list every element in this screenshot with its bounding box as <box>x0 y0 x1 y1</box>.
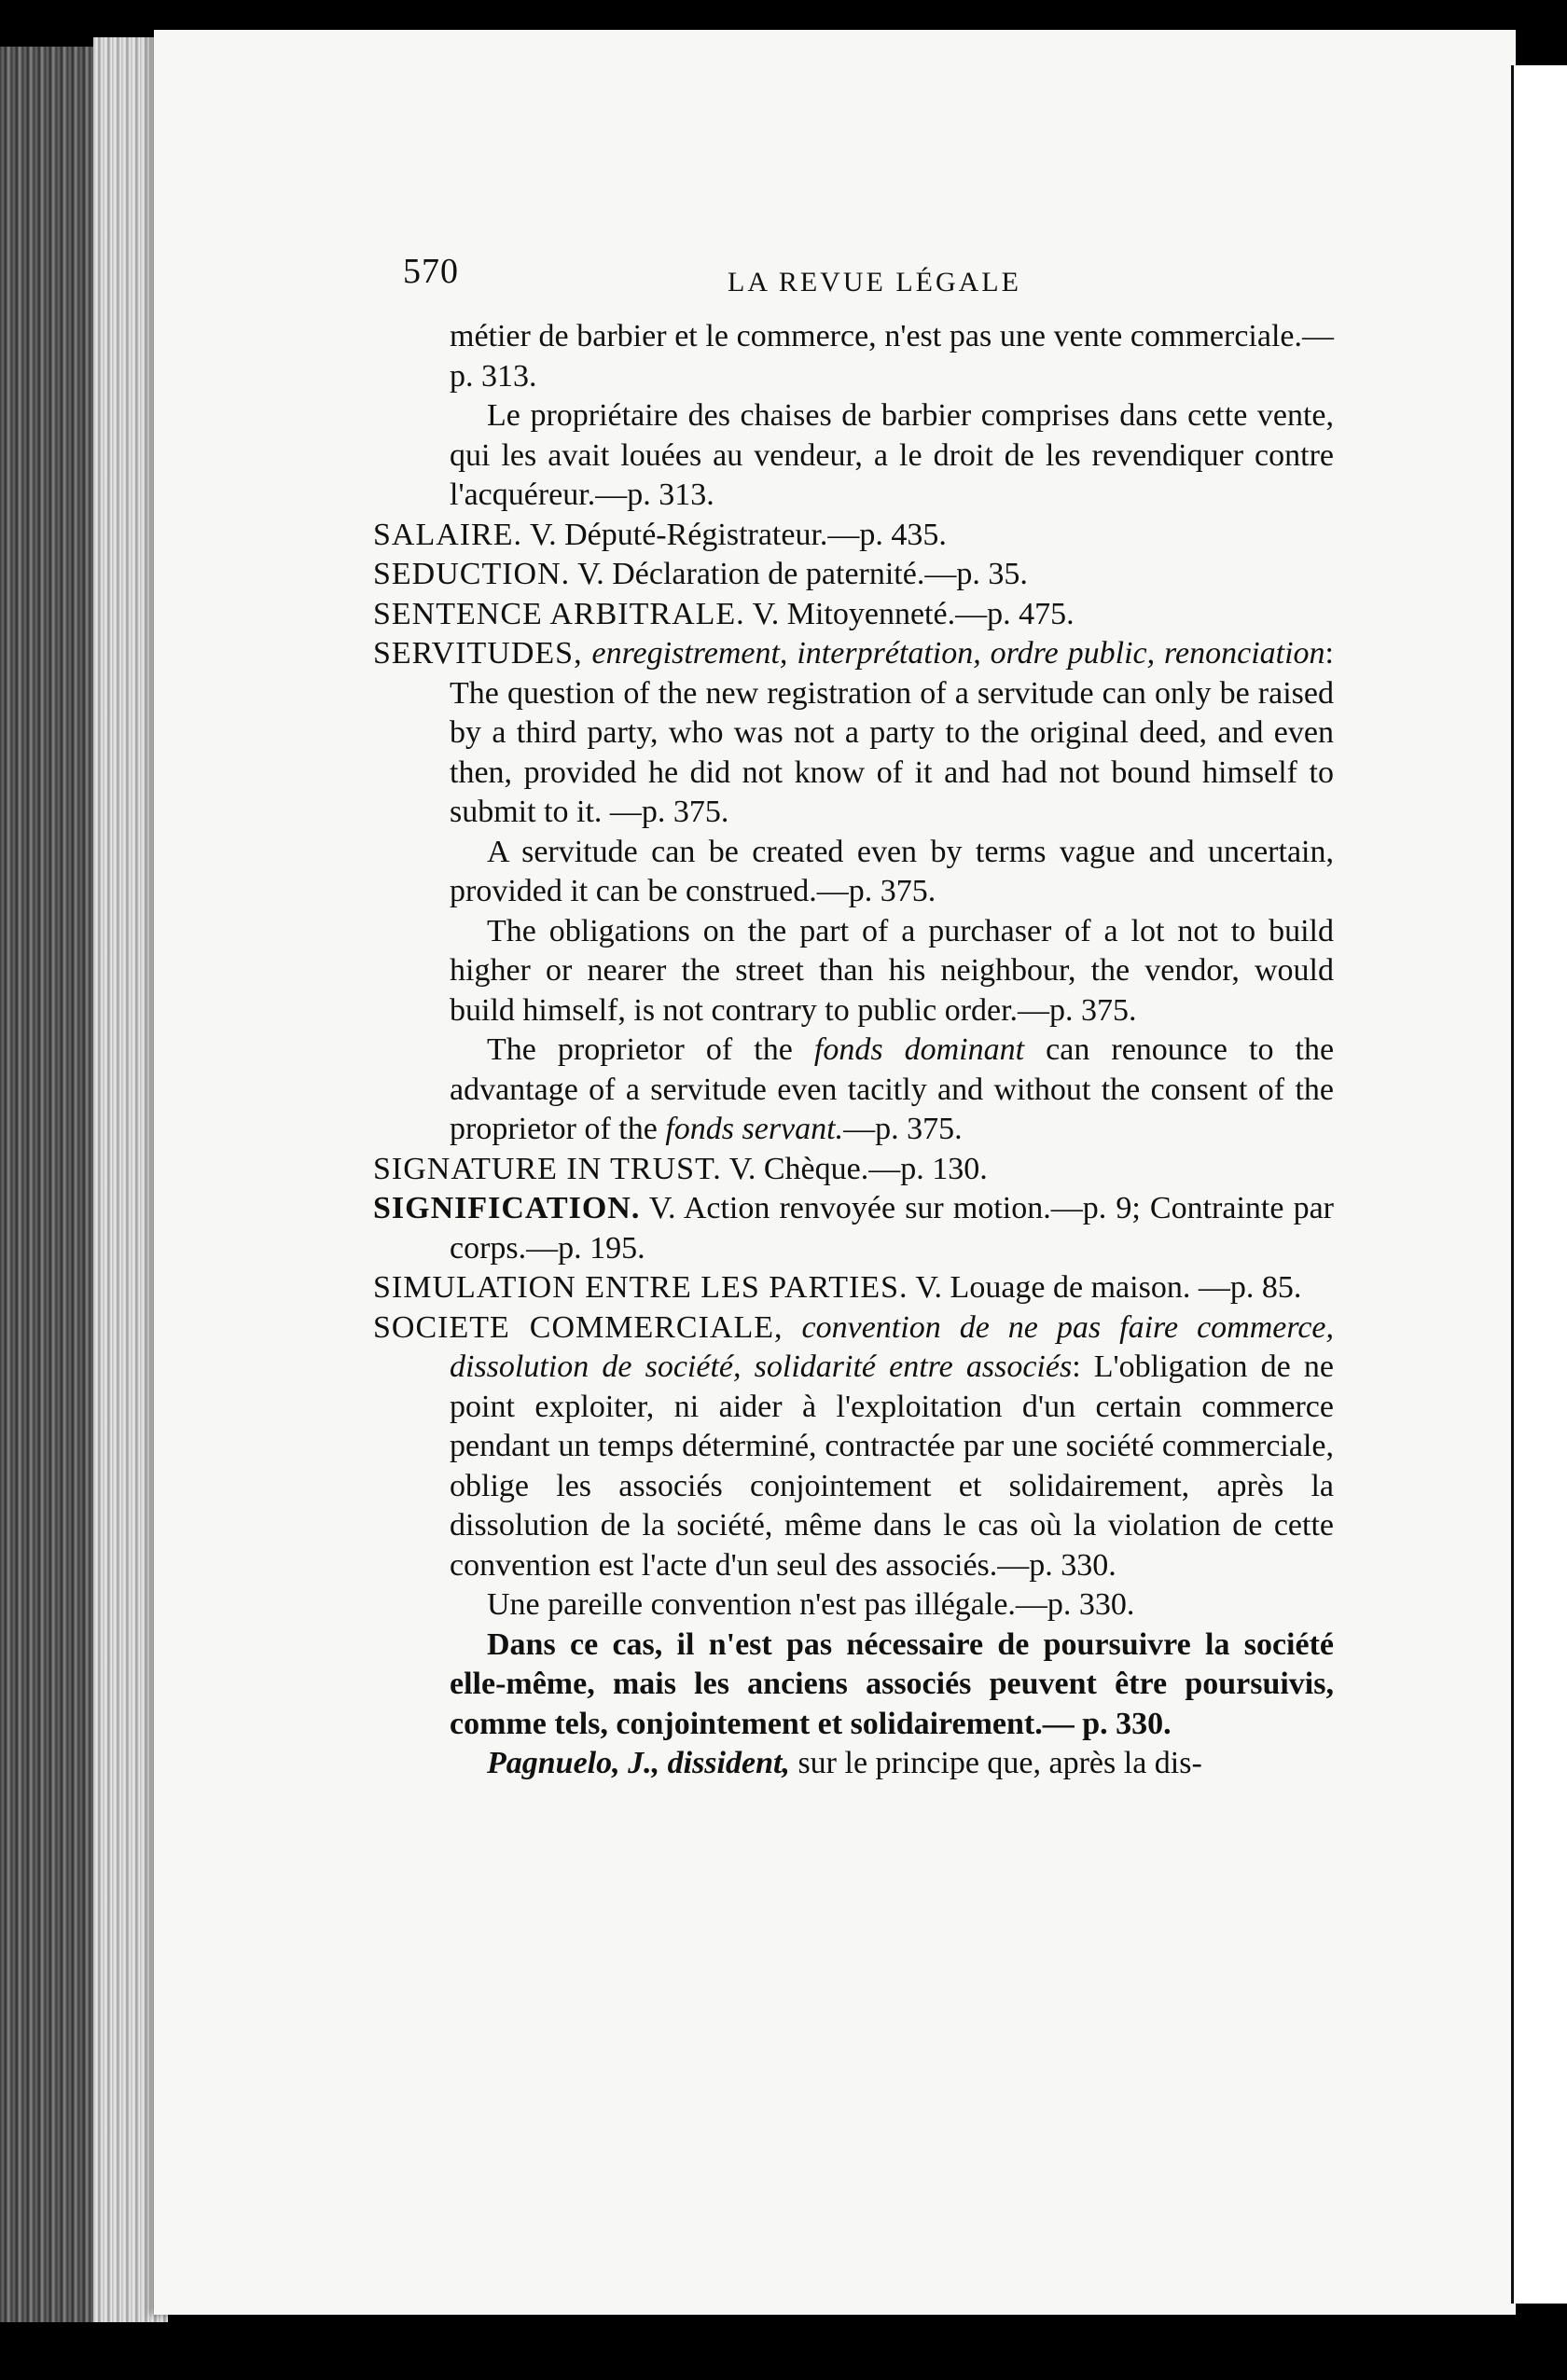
running-head: LA REVUE LÉGALE <box>728 267 1021 298</box>
paragraph: Le propriétaire des chaises de barbier comprises dans cette vente, qui les avait louées au vendeur, a le droit de les revendiquer contre l'acquéreur.—p. 313. <box>450 398 1334 512</box>
entry-text: V. Mitoyenneté.—p. 475. <box>752 596 1075 631</box>
text-block <box>373 252 1334 1784</box>
entry-heading: SEDUCTION. <box>373 557 571 591</box>
page-header <box>373 252 1334 308</box>
entry-text: : The question of the new registration of a servitude can only be raised by a third party, who was not a party to the original deed, and even then, provided he did not know of it and had not bound himself to submit to it. —p. 375. <box>450 636 1334 829</box>
index-entry-salaire <box>373 516 1334 556</box>
paragraph: A servitude can be created even by terms vague and uncertain, provided it can be construed.—p. 375. <box>450 834 1334 908</box>
paragraph: Dans ce cas, il n'est pas nécessaire de poursuivre la société elle-même, mais les anciens associés peuvent être poursuivis, comme tels, conjointement et solidairement.— p. 330. <box>450 1626 1334 1741</box>
text: The proprietor of the <box>487 1032 793 1067</box>
index-entry-societe <box>373 1308 1334 1586</box>
index-entry-signature <box>373 1150 1334 1190</box>
index-entry-signification <box>373 1189 1334 1268</box>
page-number: 570 <box>403 252 459 291</box>
entry-text: V. Déclaration de paternité.—p. 35. <box>577 557 1028 591</box>
entry-heading: SIGNATURE IN TRUST. <box>373 1151 722 1186</box>
entry-heading: SENTENCE ARBITRALE. <box>373 596 745 631</box>
index-entry-simulation <box>373 1268 1334 1308</box>
entry-heading: SOCIETE COMMERCIALE, <box>373 1309 784 1345</box>
italic-term: Pagnuelo, J., dissident, <box>487 1746 790 1780</box>
entry-text: : L'obligation de ne point exploiter, ni aider à l'exploitation d'un certain commerce pendant un temps déterminé, contractée par une société commerciale, oblige les associés conjointement et solidairement, après la dissolution de la société, même dans le cas où la violation de cette convention est l'acte d'un seul des associés.—p. 330. <box>450 1349 1334 1583</box>
italic-term: fonds dominant <box>813 1032 1025 1067</box>
paragraph: métier de barbier et le commerce, n'est pas une vente commerciale.—p. 313. <box>450 319 1334 394</box>
text: sur le principe que, après la dis- <box>797 1746 1202 1780</box>
entry-heading: SIGNIFICATION. <box>373 1191 641 1225</box>
entry-heading: SALAIRE. <box>373 517 523 552</box>
entry-keywords: convention de ne pas faire commerce, dissolution de société, solidarité entre associés <box>450 1309 1335 1384</box>
entry-heading: SIMULATION ENTRE LES PARTIES. <box>373 1270 908 1305</box>
paragraph <box>373 1031 1334 1150</box>
entry-text: V. Action renvoyée sur motion.—p. 9; Contrainte par corps.—p. 195. <box>450 1191 1334 1266</box>
entry-keywords: enregistrement, interprétation, ordre public, renonciation <box>591 636 1325 671</box>
entry-text: V. Député-Régistrateur.—p. 435. <box>529 517 947 552</box>
text: —p. 375. <box>843 1112 963 1146</box>
entry-text: V. Chèque.—p. 130. <box>728 1151 988 1186</box>
paragraph: Une pareille convention n'est pas illégale.—p. 330. <box>487 1587 1135 1622</box>
index-entry-servitudes <box>373 634 1334 833</box>
italic-term: fonds servant. <box>665 1112 844 1146</box>
entry-text: V. Louage de maison. —p. 85. <box>915 1270 1302 1305</box>
index-entry-seduction <box>373 555 1334 595</box>
entry-heading: SERVITUDES, <box>373 636 583 671</box>
text: can renounce to the advantage of a servitude even tacitly and without the consent of the proprietor of the <box>450 1032 1335 1146</box>
index-entry-sentence <box>373 595 1334 635</box>
right-page-edge <box>1511 65 1567 2304</box>
paragraph <box>373 1744 1334 1784</box>
paragraph: The obligations on the part of a purchaser of a lot not to build higher or nearer the street than his neighbour, the vendor, would build himself, is not contrary to public order.—p. 375. <box>450 913 1334 1028</box>
